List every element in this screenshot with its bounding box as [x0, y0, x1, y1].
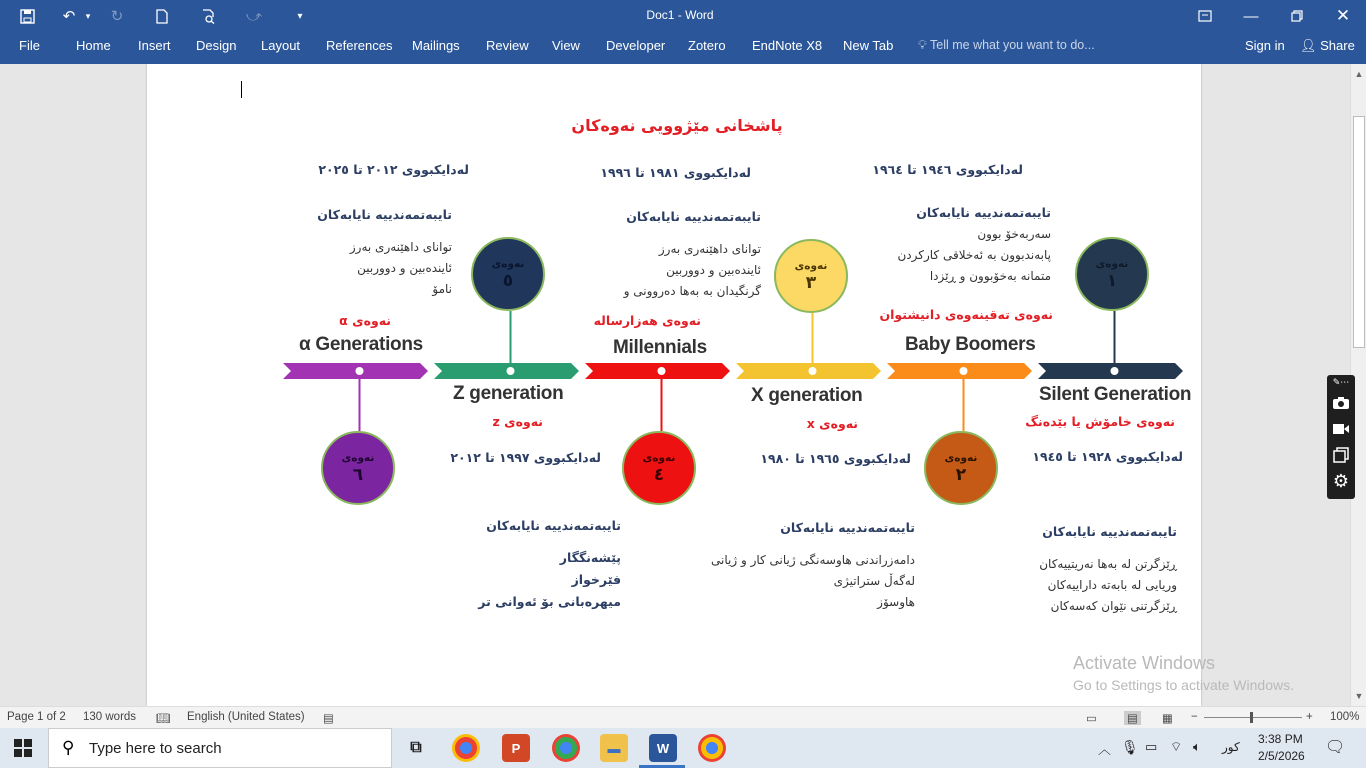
gen1-traits-heading: تایبەتمەندییە نایابەکان [1042, 524, 1177, 539]
gen6-dates: لەدایکبووی ٢٠١٢ تا ٢٠٢٥ [318, 162, 469, 177]
microphone-icon[interactable]: 🎙︎ [1121, 739, 1139, 755]
screen-recorder-toolbar [1327, 375, 1355, 499]
gen4-trait: توانای داهێنەری بەرز [658, 242, 761, 256]
tab-review[interactable]: Review [486, 38, 529, 53]
chrome-icon-2[interactable] [698, 734, 726, 762]
gen1-name: Silent Generation [1039, 384, 1192, 405]
gen4-trait: گرنگیدان بە بەها دەروونی و [623, 284, 761, 298]
camera-icon[interactable] [1331, 393, 1351, 413]
gen3-trait: هاوسۆز [877, 595, 915, 609]
gen1-dates: لەدایکبووی ١٩٢٨ تا ١٩٤٥ [1032, 449, 1183, 464]
macro-record-icon[interactable]: ▤ [323, 713, 334, 725]
tell-me-search[interactable] [918, 38, 1095, 53]
wifi-icon[interactable]: ⌔ [1170, 739, 1183, 754]
title-bar [0, 0, 1366, 32]
tab-home[interactable]: Home [76, 38, 111, 53]
clock-date[interactable]: 2/5/2026 [1258, 749, 1305, 763]
tab-design[interactable]: Design [196, 38, 237, 53]
new-document-icon[interactable] [150, 0, 174, 32]
tab-zotero[interactable]: Zotero [688, 38, 726, 53]
gen3-trait: لەگەڵ ستراتیژی [833, 574, 915, 588]
gen6-trait: ئایندەبین و دووربین [357, 261, 452, 275]
draw-table-icon[interactable]: ⤻ [245, 7, 263, 25]
gen5-traits-heading: تایبەتمەندییە نایابەکان [486, 518, 621, 533]
timeline-dot [658, 367, 666, 375]
page-count[interactable]: Page 1 of 2 [7, 711, 66, 723]
chrome-icon[interactable] [452, 734, 480, 762]
task-view-icon[interactable]: ⧉ [410, 739, 422, 756]
gen4-circle-num: ٤ [653, 464, 665, 485]
gen2-circle [924, 431, 998, 505]
gen5-dates: لەدایکبووی ١٩٩٧ تا ٢٠١٢ [450, 450, 601, 465]
undo-icon[interactable]: ↶ [62, 8, 76, 25]
gen6-circle [321, 431, 395, 505]
zoom-out-icon[interactable]: − [1191, 711, 1198, 723]
person-icon: 👤︎ [1300, 38, 1317, 53]
gen2-traits [897, 224, 1051, 287]
gen1-circle-num: ١ [1106, 270, 1118, 291]
gen2-trait: پابەندبوون بە ئەخلاقی کارکردن [897, 248, 1051, 262]
volume-icon[interactable]: 🔈︎ [1193, 739, 1201, 754]
document-canvas [0, 64, 1350, 706]
windows-icon[interactable] [1331, 445, 1351, 465]
tab-endnote[interactable]: EndNote X8 [752, 38, 823, 53]
gen5-trait: فێرخواز [571, 572, 621, 587]
search-icon: ⚲ [62, 738, 75, 757]
redo-icon[interactable]: ↻ [110, 8, 124, 25]
zoom-level[interactable]: 100% [1330, 711, 1360, 723]
notifications-icon[interactable]: 🗨︎ [1325, 739, 1346, 756]
gen5-circle [471, 237, 545, 311]
timeline-dot [356, 367, 364, 375]
gen2-dates: لەدایکبووی ١٩٤٦ تا ١٩٦٤ [872, 162, 1023, 177]
print-layout-icon[interactable]: ▤ [1124, 711, 1141, 725]
proofing-icon[interactable]: 📖︎ [156, 713, 171, 725]
gear-icon[interactable]: ⚙ [1332, 470, 1350, 491]
video-icon[interactable] [1331, 419, 1351, 439]
gen5-trait: میهرەبانی بۆ ئەوانی تر [478, 594, 621, 609]
tab-mailings[interactable]: Mailings [412, 38, 460, 53]
timeline-dot [1111, 367, 1119, 375]
timeline-dot [960, 367, 968, 375]
tab-layout[interactable]: Layout [261, 38, 301, 53]
gen3-dates: لەدایکبووی ١٩٦٥ تا ١٩٨٠ [760, 451, 911, 466]
gen3-trait: دامەزراندنی هاوسەنگی ژیانی کار و ژیانی [711, 553, 915, 567]
gen1-circle-label: نەوەی [1095, 257, 1129, 270]
tab-developer[interactable]: Developer [606, 38, 666, 53]
gen1-traits [1039, 554, 1177, 617]
gen1-title: نەوەی خامۆش یا بێدەنگ [1025, 414, 1175, 429]
zoom-slider-thumb[interactable] [1250, 712, 1253, 723]
customize-toolbar-icon[interactable]: ▾ [297, 10, 303, 22]
gen3-title: نەوەی x [806, 416, 858, 431]
gen2-traits-heading: تایبەتمەندییە نایابەکان [916, 205, 1051, 220]
share-button[interactable] [1300, 38, 1355, 54]
toolbar-menu-icon[interactable]: ✎⋯ [1332, 376, 1350, 387]
gen5-traits [478, 547, 621, 613]
gen6-traits-heading: تایبەتمەندییە نایابەکان [317, 207, 452, 222]
document-page[interactable] [147, 64, 1294, 706]
gen3-circle-label: نەوەی [794, 259, 828, 272]
chrome-profile-icon[interactable] [552, 734, 580, 762]
gen4-title: نەوەی هەزارسالە [593, 313, 701, 328]
taskbar-search-placeholder: Type here to search [89, 740, 222, 757]
close-icon[interactable]: ✕ [1335, 6, 1351, 25]
ribbon-display-options-icon[interactable] [1182, 0, 1228, 32]
gen6-title: نەوەی α [339, 313, 391, 328]
taskbar-search[interactable] [48, 728, 392, 768]
gen4-traits [624, 239, 761, 302]
gen3-circle [774, 239, 848, 313]
web-layout-icon[interactable]: ▦ [1162, 713, 1173, 725]
minimize-icon[interactable]: — [1243, 7, 1259, 25]
tell-me-text: Tell me what you want to do... [930, 38, 1095, 52]
gen6-trait: نامۆ [432, 282, 452, 296]
gen4-dates: لەدایکبووی ١٩٨١ تا ١٩٩٦ [600, 165, 751, 180]
gen1-trait: ڕێزگرتنی نێوان کەسەکان [1050, 599, 1177, 613]
restore-icon[interactable] [1274, 0, 1320, 32]
scroll-up-icon[interactable]: ▲ [1354, 69, 1364, 79]
zoom-in-icon[interactable]: + [1306, 711, 1313, 723]
activate-windows-subtitle: Go to Settings to activate Windows. [1073, 677, 1294, 693]
undo-dropdown-icon[interactable]: ▾ [85, 10, 91, 21]
gen4-traits-heading: تایبەتمەندییە نایابەکان [626, 209, 761, 224]
gen6-trait: توانای داهێنەری بەرز [349, 240, 452, 254]
zoom-slider[interactable] [1204, 717, 1302, 718]
gen5-name: Z generation [453, 383, 564, 404]
input-language[interactable]: کور [1222, 740, 1240, 754]
status-bar [0, 706, 1366, 728]
gen5-trait: پێشەنگگار [559, 550, 621, 565]
gen2-trait: متمانە بەخۆبوون و ڕێزدا [929, 269, 1051, 283]
lightbulb-icon: 💡︎ [918, 38, 930, 52]
timeline-dot [507, 367, 515, 375]
battery-icon[interactable]: ▭ [1145, 739, 1158, 754]
gen2-trait: سەربەخۆ بوون [977, 227, 1051, 241]
word-icon[interactable]: W [649, 734, 677, 762]
gen6-name: α Generations [299, 334, 423, 355]
gen2-circle-label: نەوەی [944, 451, 978, 464]
gen5-circle-label: نەوەی [491, 257, 525, 270]
gen1-trait: وریایی لە بابەتە داراییەکان [1047, 578, 1177, 592]
gen5-circle-num: ٥ [502, 270, 514, 291]
timeline-dot [809, 367, 817, 375]
tab-insert[interactable]: Insert [138, 38, 171, 53]
tab-file[interactable]: File [19, 38, 40, 53]
word-count[interactable]: 130 words [83, 711, 137, 723]
gen3-name: X generation [751, 385, 863, 406]
gen3-traits [711, 550, 915, 613]
windows-start-icon[interactable] [14, 739, 32, 762]
tab-view[interactable]: View [552, 38, 580, 53]
gen2-circle-num: ٢ [955, 464, 967, 485]
gen4-circle-label: نەوەی [642, 451, 676, 464]
print-preview-icon[interactable] [197, 0, 221, 32]
scrollbar-thumb[interactable] [1353, 116, 1365, 348]
windows-taskbar [0, 728, 1366, 768]
sign-in-link[interactable]: Sign in [1245, 38, 1285, 53]
gen6-circle-label: نەوەی [341, 451, 375, 464]
tab-references[interactable]: References [326, 38, 393, 53]
clock-time[interactable]: 3:38 PM [1258, 732, 1303, 746]
scroll-down-icon[interactable]: ▼ [1354, 691, 1364, 701]
gen1-trait: ڕێزگرتن لە بەها نەریتییەکان [1039, 557, 1177, 571]
infographic-title: پاشخانی مێژوویی نەوەکان [571, 116, 783, 135]
gen4-circle [622, 431, 696, 505]
gen4-trait: ئایندەبین و دووربین [666, 263, 761, 277]
window-title: Doc1 - Word [646, 8, 714, 22]
save-icon[interactable] [14, 0, 40, 32]
gen1-circle [1075, 237, 1149, 311]
gen5-title: نەوەی z [492, 414, 543, 429]
gen3-circle-num: ٣ [805, 272, 817, 293]
share-label: Share [1320, 38, 1355, 53]
gen6-traits [350, 237, 452, 300]
tab-new-tab[interactable]: New Tab [843, 38, 894, 53]
gen2-title: نەوەی تەقینەوەی دانیشتوان [879, 307, 1053, 322]
gen3-traits-heading: تایبەتمەندییە نایابەکان [780, 520, 915, 535]
gen4-name: Millennials [613, 337, 707, 358]
language-status[interactable]: English (United States) [187, 711, 305, 723]
gen6-circle-num: ٦ [352, 464, 364, 485]
gen2-name: Baby Boomers [905, 334, 1036, 355]
activate-windows-title: Activate Windows [1073, 653, 1216, 673]
tray-chevron-icon[interactable]: ︿ [1098, 742, 1112, 757]
read-mode-icon[interactable]: ▭ [1086, 713, 1097, 725]
powerpoint-icon[interactable]: P [502, 734, 530, 762]
ribbon-tabs [0, 32, 1366, 64]
file-explorer-icon[interactable]: ▬ [600, 734, 628, 762]
